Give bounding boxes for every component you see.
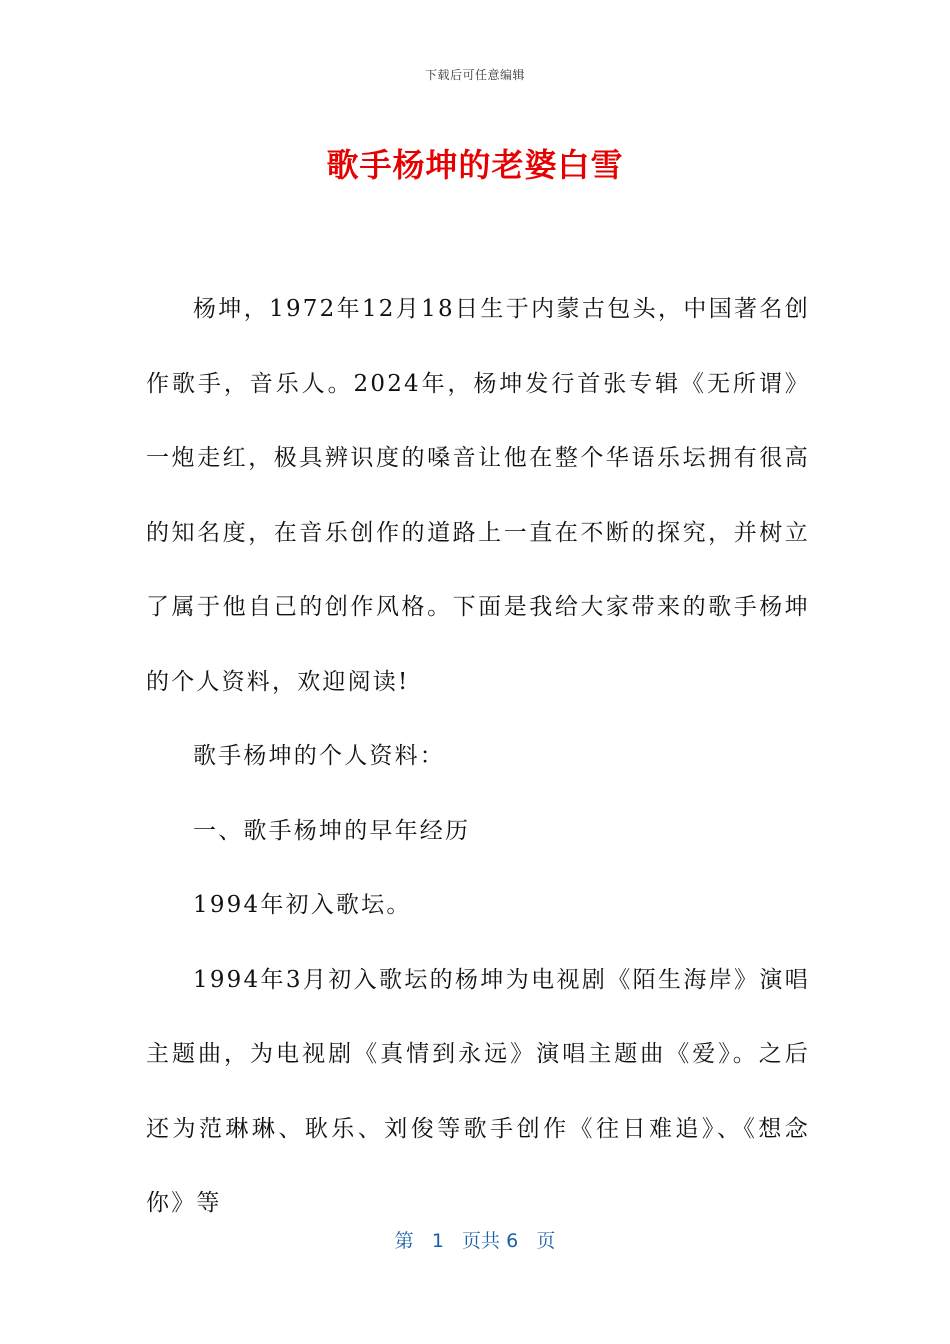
footer-total-pages: 6 [506,1230,519,1252]
document-title: 歌手杨坤的老婆白雪 [326,146,624,184]
document-body [146,272,810,1241]
paragraph-profile-heading: 歌手杨坤的个人资料： [193,743,445,769]
paragraph-debut-detail: 1994年3月初入歌坛的杨坤为电视剧《陌生海岸》演唱主题曲，为电视剧《真情到永远》演唱主题曲《爱》。之后还为范琳琳、耿乐、刘俊等歌手创作《往日难追》、《想念你》等 [146,966,810,1216]
paragraph-intro: 杨坤，1972年12月18日生于内蒙古包头，中国著名创作歌手，音乐人。2024年，杨坤发行首张专辑《无所谓》一炮走红，极具辨识度的嗓音让他在整个华语乐坛拥有很高的知名度，在音乐创作的道路上一直在不断的探究，并树立了属于他自己的创作风格。下面是我给大家带来的歌手杨坤的个人资料，欢迎阅读! [146,296,810,695]
footer-middle: 页共 [462,1230,501,1252]
header-note: 下载后可任意编辑 [424,68,525,82]
footer-prefix: 第 [394,1230,414,1252]
footer-suffix: 页 [536,1230,556,1252]
page-footer [0,1226,950,1253]
paragraph-debut-year: 1994年初入歌坛。 [193,892,412,918]
paragraph-section-heading: 一、歌手杨坤的早年经历 [193,817,471,844]
footer-current-page: 1 [431,1230,444,1252]
